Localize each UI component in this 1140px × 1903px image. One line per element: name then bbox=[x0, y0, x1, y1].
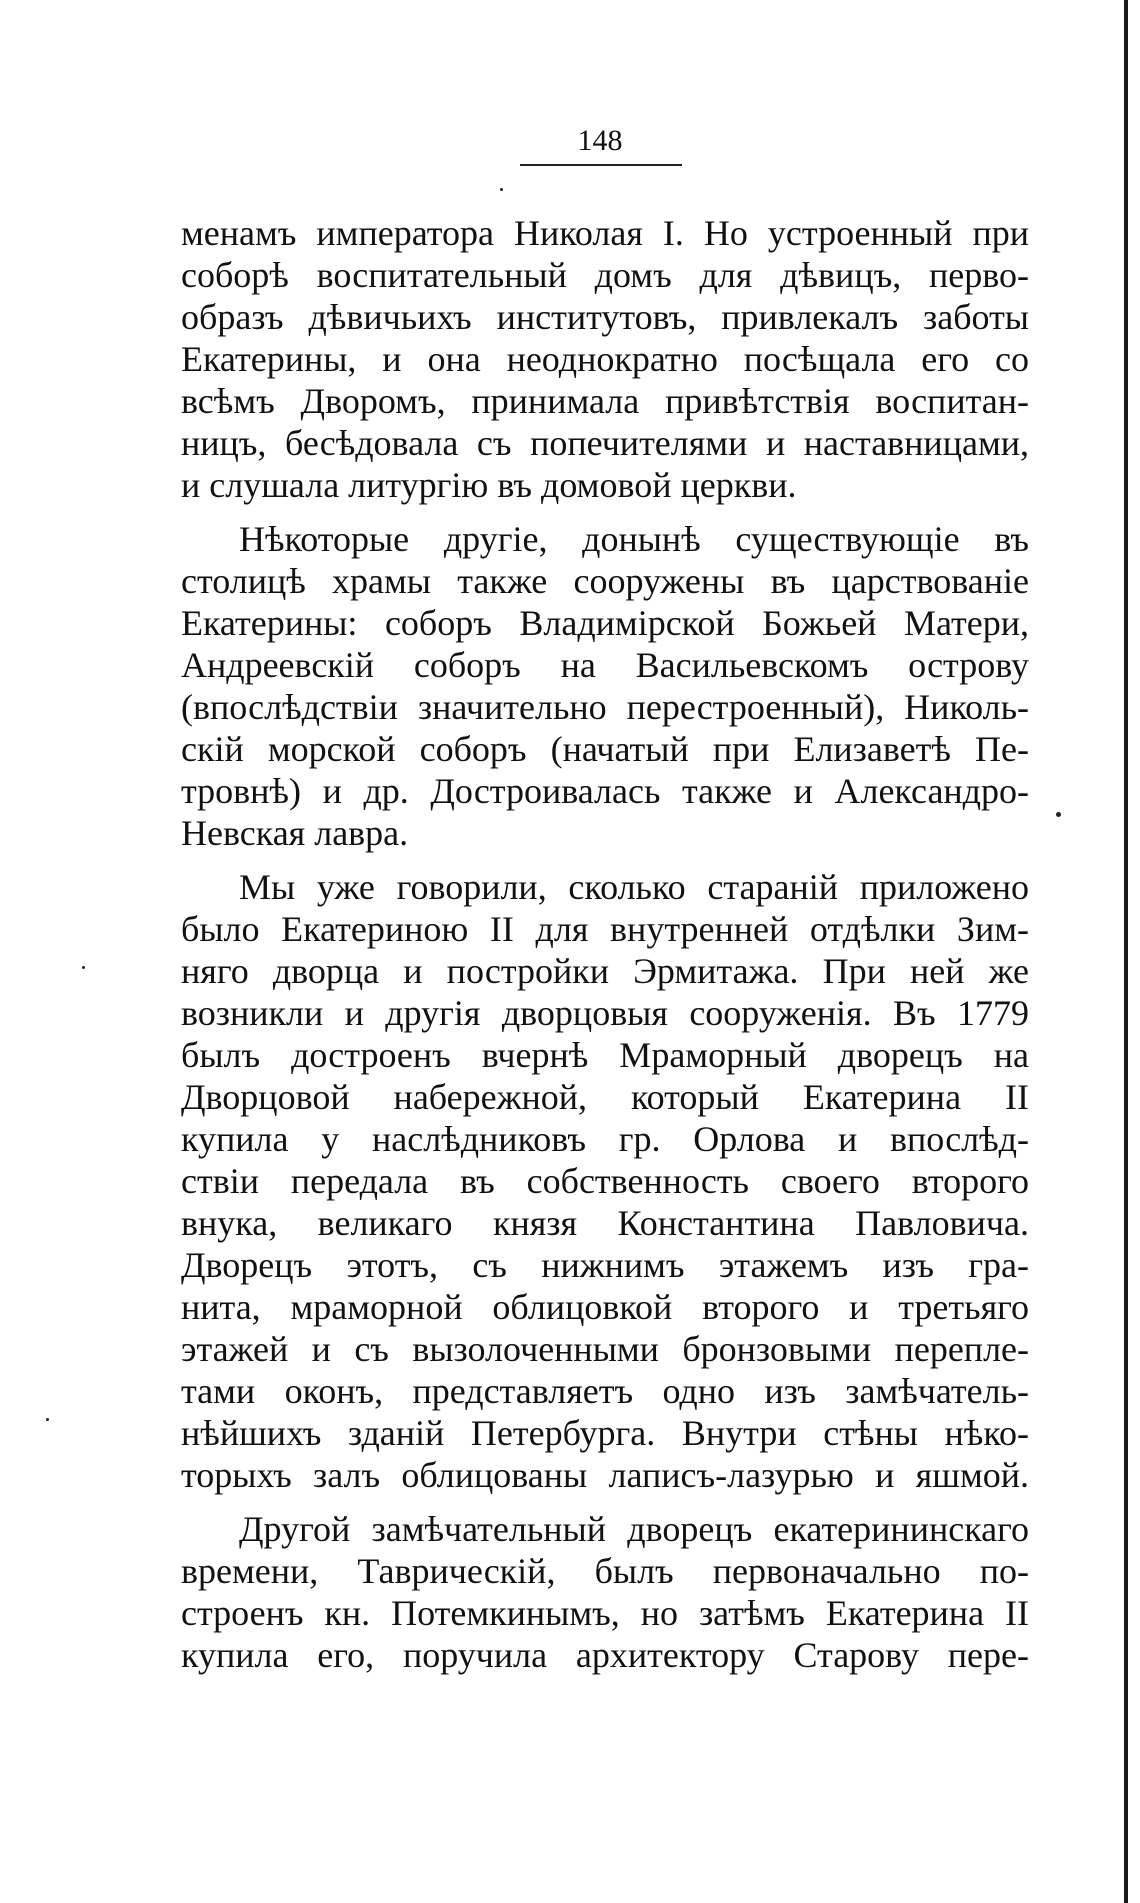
text-line: Другой замѣчательный дворецъ екатерининскаго bbox=[239, 1509, 1029, 1549]
paragraph bbox=[181, 212, 1029, 506]
text-line: менамъ императора Николая I. Но устроенный при bbox=[181, 213, 1029, 253]
text-line: торыхъ залъ облицованы лаписъ-лазурью и яшмой. bbox=[181, 1455, 1029, 1495]
text-line: Екатерины, и она неоднократно посѣщала его со bbox=[181, 339, 1029, 379]
text-line: Дворцовой набережной, который Екатерина II bbox=[181, 1077, 1029, 1117]
text-line: и слушала литургію въ домовой церкви. bbox=[181, 465, 797, 505]
text-line: соборѣ воспитательный домъ для дѣвицъ, перво- bbox=[181, 255, 1029, 295]
text-line: нѣйшихъ зданій Петербурга. Внутри стѣны нѣко- bbox=[181, 1413, 1029, 1453]
text-line: Дворецъ этотъ, съ нижнимъ этажемъ изъ гра- bbox=[181, 1245, 1029, 1285]
page-edge-line bbox=[1124, 0, 1128, 1903]
scan-speck bbox=[1056, 812, 1061, 817]
paragraph bbox=[181, 1508, 1029, 1676]
text-line: Мы уже говорили, сколько стараній приложено bbox=[239, 867, 1029, 907]
scan-speck bbox=[46, 1418, 49, 1421]
scan-speck bbox=[82, 966, 85, 969]
text-line: Нѣкоторые другіе, донынѣ существующіе въ bbox=[239, 519, 1029, 559]
text-line: ствіи передала въ собственность своего второго bbox=[181, 1161, 1029, 1201]
text-line: былъ достроенъ вчернѣ Мраморный дворецъ на bbox=[181, 1035, 1029, 1075]
text-line: ницъ, бесѣдовала съ попечителями и наставницами, bbox=[181, 423, 1029, 463]
text-line: этажей и съ вызолоченными бронзовыми перепле- bbox=[181, 1329, 1029, 1369]
text-line: было Екатериною II для внутренней отдѣлки Зим- bbox=[181, 909, 1029, 949]
text-line: внука, великаго князя Константина Павловича. bbox=[181, 1203, 1029, 1243]
text-line: тровнѣ) и др. Достроивалась также и Александро- bbox=[181, 771, 1029, 811]
scan-speck bbox=[500, 188, 503, 191]
text-line: возникли и другія дворцовыя сооруженія. Въ 1779 bbox=[181, 993, 1029, 1033]
text-line: скій морской соборъ (начатый при Елизаветѣ Пе- bbox=[181, 729, 1029, 769]
text-line: тами оконъ, представляетъ одно изъ замѣчатель- bbox=[181, 1371, 1029, 1411]
text-line: строенъ кн. Потемкинымъ, но затѣмъ Екатерина II bbox=[181, 1593, 1029, 1633]
paragraph bbox=[181, 518, 1029, 854]
text-line: нита, мраморной облицовкой второго и третьяго bbox=[181, 1287, 1029, 1327]
text-line: всѣмъ Дворомъ, принимала привѣтствія воспитан- bbox=[181, 381, 1029, 421]
text-line: столицѣ храмы также сооружены въ царствованіе bbox=[181, 561, 1029, 601]
text-line: (впослѣдствіи значительно перестроенный), Николь- bbox=[181, 687, 1029, 727]
page-number-rule bbox=[520, 164, 682, 166]
text-line: Невская лавра. bbox=[181, 813, 409, 853]
body-text bbox=[181, 212, 1029, 1676]
text-line: времени, Таврическій, былъ первоначально по- bbox=[181, 1551, 1029, 1591]
paragraph bbox=[181, 866, 1029, 1496]
text-line: Андреевскій соборъ на Васильевскомъ острову bbox=[181, 645, 1029, 685]
text-line: купила у наслѣдниковъ гр. Орлова и впослѣд- bbox=[181, 1119, 1029, 1159]
text-line: образъ дѣвичьихъ институтовъ, привлекалъ заботы bbox=[181, 297, 1029, 337]
text-line: Екатерины: соборъ Владимірской Божьей Матери, bbox=[181, 603, 1029, 643]
text-line: купила его, поручила архитектору Старову пере- bbox=[181, 1635, 1029, 1675]
text-line: няго дворца и постройки Эрмитажа. При ней же bbox=[181, 951, 1029, 991]
page-number: 148 bbox=[577, 124, 623, 157]
